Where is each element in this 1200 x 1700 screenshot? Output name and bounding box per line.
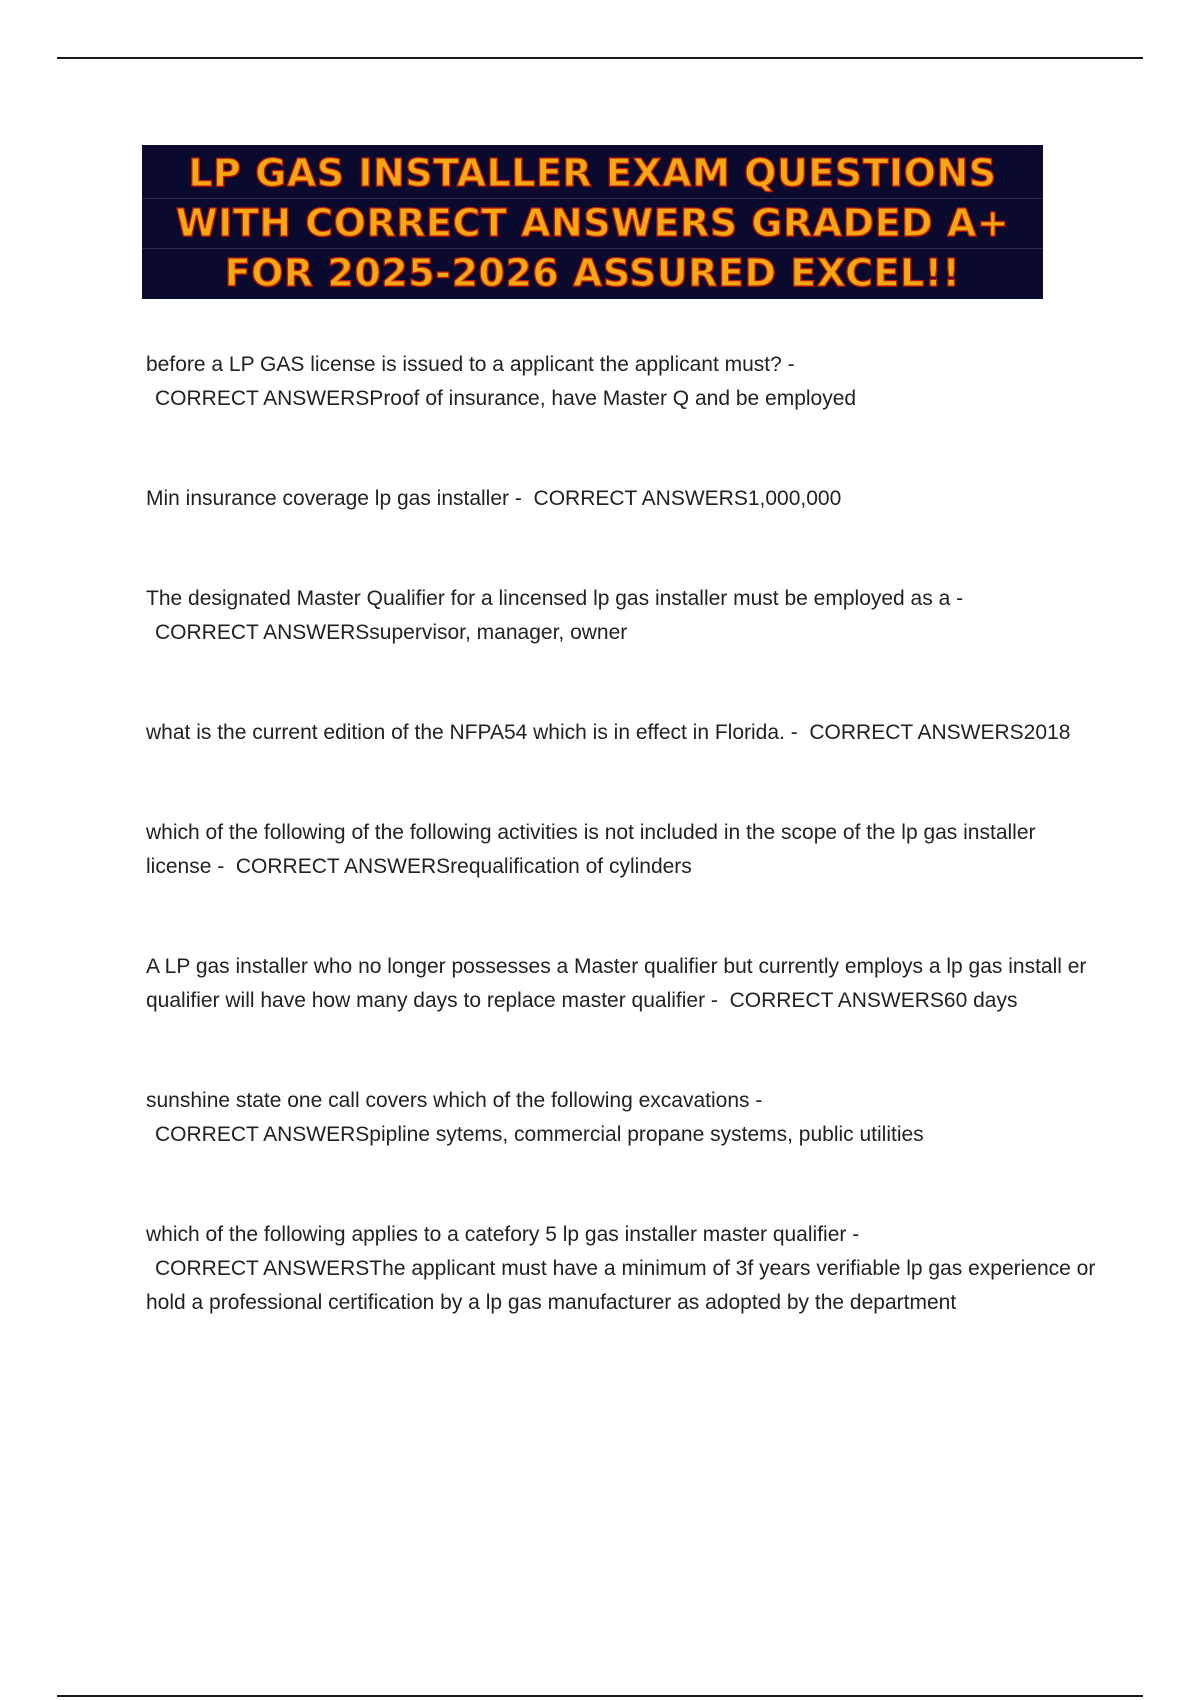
title-banner — [142, 145, 1043, 299]
qa-item — [146, 1084, 1096, 1152]
question-text: which of the following applies to a catefory 5 lp gas installer master qualifier - — [146, 1223, 860, 1246]
question-text: before a LP GAS license is issued to a applicant the applicant must? - — [146, 353, 795, 376]
answer-text: CORRECT ANSWERSpipline sytems, commercial propane systems, public utilities — [155, 1123, 924, 1146]
question-text: which of the following of the following activities is not included in the scope of the lp gas installer license - — [146, 821, 1042, 878]
banner-line-3: FOR 2025-2026 ASSURED EXCEL!! — [224, 251, 961, 295]
qa-item — [146, 1218, 1102, 1320]
answer-text: CORRECT ANSWERSProof of insurance, have Master Q and be employed — [155, 387, 857, 410]
question-text: Min insurance coverage lp gas installer - — [146, 487, 522, 510]
question-text: what is the current edition of the NFPA54 which is in effect in Florida. - — [146, 721, 798, 744]
qa-list — [146, 348, 1102, 1320]
qa-item — [146, 950, 1096, 1018]
qa-item — [146, 348, 1096, 416]
banner-line-1: LP GAS INSTALLER EXAM QUESTIONS — [142, 149, 1043, 199]
answer-text: CORRECT ANSWERSsupervisor, manager, owner — [155, 621, 628, 644]
question-text: sunshine state one call covers which of the following excavations - — [146, 1089, 763, 1112]
footer-rule — [57, 1695, 1143, 1697]
question-text: A LP gas installer who no longer possesses a Master qualifier but currently employs a lp gas install er qualifier will have how many days to replace master qualifier - — [146, 955, 1093, 1012]
qa-item — [146, 816, 1096, 884]
answer-text: CORRECT ANSWERS60 days — [729, 989, 1018, 1012]
qa-item — [146, 582, 1096, 650]
banner-line-2: WITH CORRECT ANSWERS GRADED A+ — [142, 199, 1043, 249]
header-rule — [57, 57, 1143, 59]
qa-item — [146, 482, 1096, 516]
question-text: The designated Master Qualifier for a lincensed lp gas installer must be employed as a - — [146, 587, 964, 610]
qa-item — [146, 716, 1096, 750]
answer-text: CORRECT ANSWERSThe applicant must have a minimum of 3f years verifiable lp gas experience or hold a professional certification by a lp gas manufacturer as adopted by the department — [146, 1257, 1102, 1314]
answer-text: CORRECT ANSWERS1,000,000 — [533, 487, 842, 510]
answer-text: CORRECT ANSWERSrequalification of cylinders — [235, 855, 692, 878]
answer-text: CORRECT ANSWERS2018 — [809, 721, 1071, 744]
